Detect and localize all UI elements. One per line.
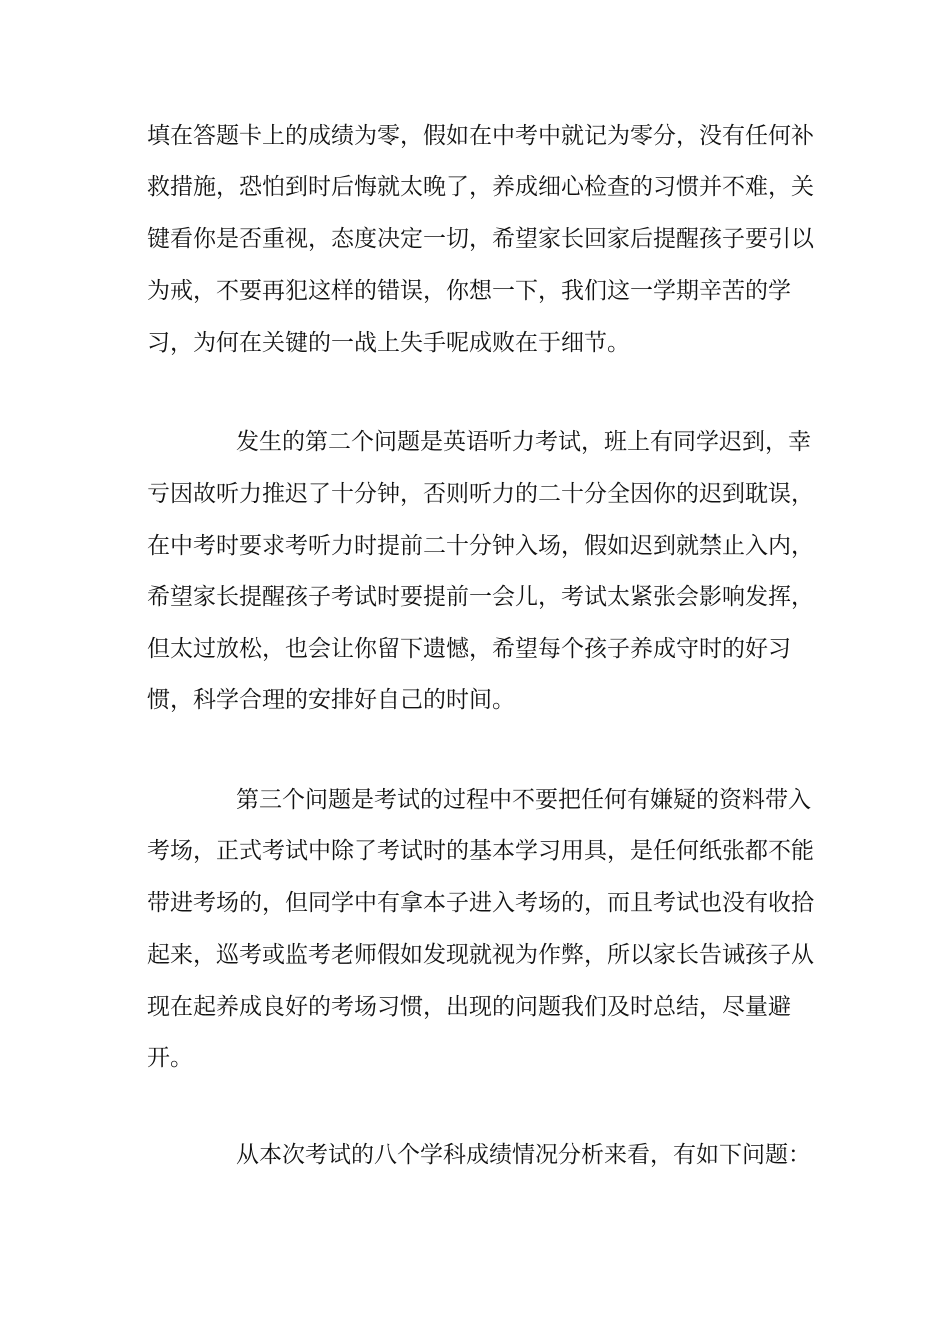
text-line: 在中考时要求考听力时提前二十分钟入场，假如迟到就禁止入内， [147, 533, 814, 559]
text-line: 亏因故听力推迟了十分钟，否则听力的二十分全因你的迟到耽误， [147, 481, 814, 507]
text-line: 发生的第二个问题是英语听力考试，班上有同学迟到，幸 [236, 429, 811, 455]
text-line: 现在起养成良好的考场习惯，出现的问题我们及时总结，尽量避 [147, 994, 791, 1020]
text-line: 救措施，恐怕到时后悔就太晚了，养成细心检查的习惯并不难，关 [147, 174, 814, 200]
text-line: 填在答题卡上的成绩为零，假如在中考中就记为零分，没有任何补 [147, 123, 814, 149]
text-line: 带进考场的，但同学中有拿本子进入考场的，而且考试也没有收拾 [147, 890, 814, 916]
text-line: 为戒，不要再犯这样的错误，你想一下，我们这一学期辛苦的学 [147, 278, 791, 304]
text-line: 习，为何在关键的一战上失手呢成败在于细节。 [147, 330, 630, 356]
text-line: 惯，科学合理的安排好自己的时间。 [147, 687, 515, 713]
text-line: 起来，巡考或监考老师假如发现就视为作弊，所以家长告诫孩子从 [147, 942, 814, 968]
text-line: 考场，正式考试中除了考试时的基本学习用具，是任何纸张都不能 [147, 838, 814, 864]
text-line: 从本次考试的八个学科成绩情况分析来看，有如下问题： [236, 1142, 811, 1168]
text-line: 键看你是否重视，态度决定一切，希望家长回家后提醒孩子要引以 [147, 226, 814, 252]
text-line: 第三个问题是考试的过程中不要把任何有嫌疑的资料带入 [236, 787, 811, 813]
text-line: 开。 [147, 1045, 193, 1071]
text-line: 但太过放松，也会让你留下遗憾，希望每个孩子养成守时的好习 [147, 636, 791, 662]
text-line: 希望家长提醒孩子考试时要提前一会儿，考试太紧张会影响发挥， [147, 584, 814, 610]
